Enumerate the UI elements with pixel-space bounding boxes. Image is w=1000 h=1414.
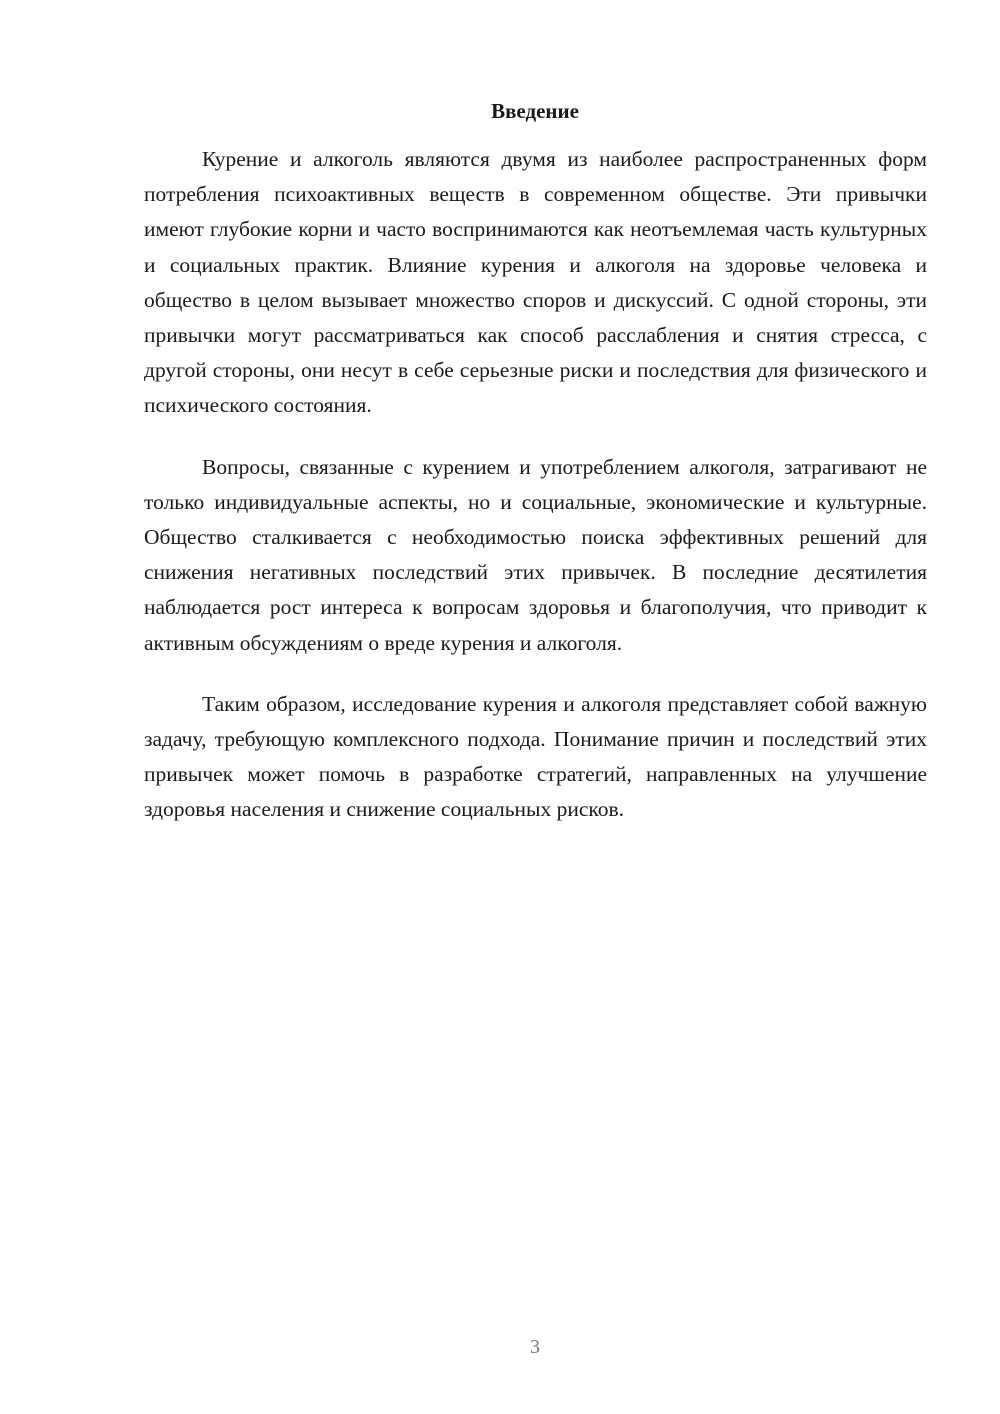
paragraph-conclusion: Таким образом, исследование курения и алкоголя представляет собой важную задачу, требующую комплексного подхода. Понимание причин и последствий этих привычек может помочь в разработке стратегий, направленных на улучшение здоровья населения и снижение социальных рисков.: [144, 691, 927, 822]
paragraph-intro: Курение и алкоголь являются двумя из наиболее распространенных форм потребления психоактивных веществ в современном обществе. Эти привычки имеют глубокие корни и часто воспринимаются как неотъемлемая часть культурных и социальных практик. Влияние курения и алкоголя на здоровье человека и общество в целом вызывает множество споров и дискуссий. С одной стороны, эти привычки могут рассматриваться как способ расслабления и снятия стресса, с другой стороны, они несут в себе серьезные риски и последствия для физического и психического состояния.: [144, 147, 927, 418]
section-title: Введение: [491, 99, 579, 123]
document-body: [144, 142, 927, 854]
paragraph-social-aspects: Вопросы, связанные с курением и употреблением алкоголя, затрагивают не только индивидуальные аспекты, но и социальные, экономические и культурные. Общество сталкивается с необходимостью поиска эффективных решений для снижения негативных последствий этих привычек. В последние десятилетия наблюдается рост интереса к вопросам здоровья и благополучия, что приводит к активным обсуждениям о вреде курения и алкоголя.: [144, 454, 927, 655]
page-number: 3: [530, 1336, 540, 1358]
